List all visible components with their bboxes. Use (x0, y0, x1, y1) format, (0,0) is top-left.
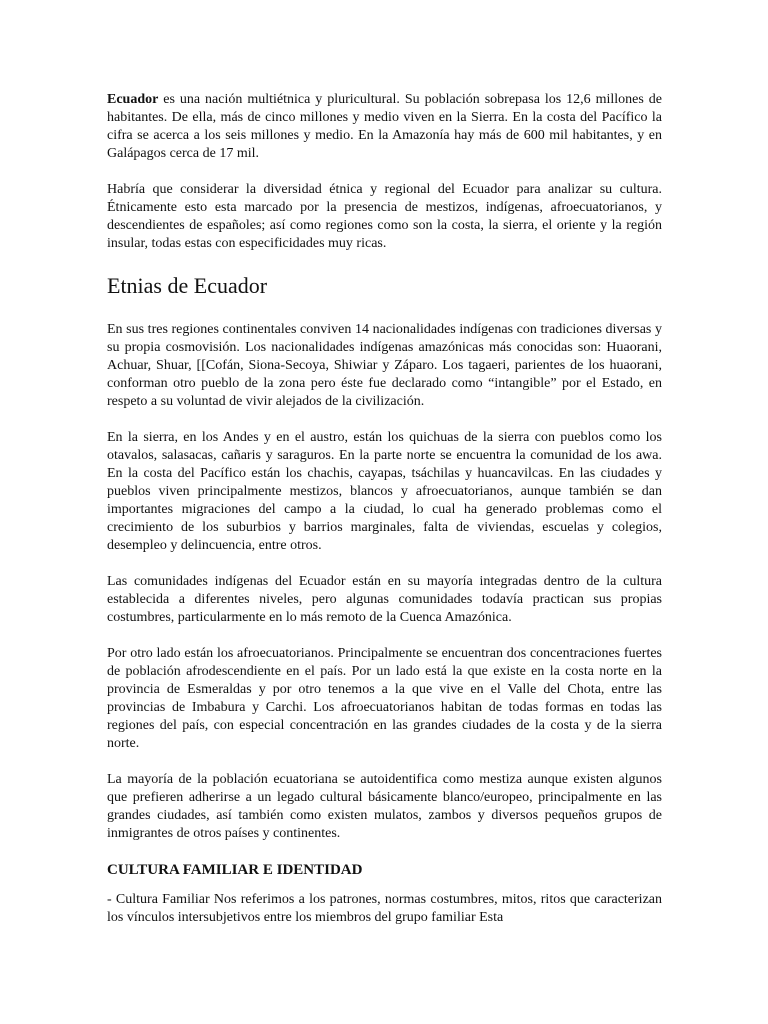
intro-paragraph-2: Habría que considerar la diversidad étnica y regional del Ecuador para analizar su cultura. Étnicamente esto esta marcado por la presencia de mestizos, indígenas, afroecuatorianos, y descendientes de españoles; así como regiones como son la costa, la sierra, el oriente y la región insular, todas estas con especificidades muy ricas. (107, 182, 662, 251)
section-heading-cultura-familiar: CULTURA FAMILIAR E IDENTIDAD (107, 862, 363, 878)
document-page (107, 91, 662, 927)
etnias-paragraph-3: Las comunidades indígenas del Ecuador están en su mayoría integradas dentro de la cultura establecida a diferentes niveles, pero algunas comunidades todavía practican sus propias costumbres, particularmente en lo más remoto de la Cuenca Amazónica. (107, 574, 662, 625)
intro-paragraph-1-text: es una nación multiétnica y pluricultural. Su población sobrepasa los 12,6 millones de habitantes. De ella, más de cinco millones y medio viven en la Sierra. En la costa del Pacífico la cifra se acerca a los seis millones y medio. En la Amazonía hay más de 600 mil habitantes, y en Galápagos cerca de 17 mil. (107, 92, 662, 161)
intro-lead-bold: Ecuador (107, 92, 159, 107)
cultura-familiar-paragraph: - Cultura Familiar Nos referimos a los patrones, normas costumbres, mitos, ritos que caracterizan los vínculos intersubjetivos entre los miembros del grupo familiar Esta (107, 892, 662, 925)
etnias-paragraph-5: La mayoría de la población ecuatoriana se autoidentifica como mestiza aunque existen algunos que prefieren adherirse a un legado cultural básicamente blanco/europeo, principalmente en las grandes ciudades, así también como existen mulatos, zambos y diversos pequeños grupos de inmigrantes de otros países y continentes. (107, 772, 662, 841)
etnias-paragraph-2: En la sierra, en los Andes y en el austro, están los quichuas de la sierra con pueblos como los otavalos, salasacas, cañaris y saraguros. En la parte norte se encuentra la comunidad de los awa. En la costa del Pacífico están los chachis, cayapas, tsáchilas y huancavilcas. En las ciudades y pueblos viven principalmente mestizos, blancos y afroecuatorianos, aunque también se dan importantes migraciones del campo a la ciudad, lo cual ha generado problemas como el crecimiento de los suburbios y barrios marginales, falta de viviendas, escuelas y colegios, desempleo y delincuencia, entre otros. (107, 430, 662, 553)
intro-paragraph-1 (107, 91, 662, 163)
etnias-paragraph-4: Por otro lado están los afroecuatorianos. Principalmente se encuentran dos concentraciones fuertes de población afrodescendiente en el país. Por un lado está la que existe en la costa norte en la provincia de Esmeraldas y por otro tenemos a la que vive en el Valle del Chota, entre las provincias de Imbabura y Carchi. Los afroecuatorianos habitan de todas formas en todas las regiones del país, con especial concentración en las grandes ciudades de la costa y de la sierra norte. (107, 646, 662, 751)
etnias-paragraph-1: En sus tres regiones continentales conviven 14 nacionalidades indígenas con tradiciones diversas y su propia cosmovisión. Los nacionalidades indígenas amazónicas más conocidas son: Huaorani, Achuar, Shuar, [[Cofán, Siona-Secoya, Shiwiar y Záparo. Los tagaeri, parientes de los huaorani, conforman otro pueblo de la zona pero éste fue declarado como “intangible” por el Estado, en respeto a su voluntad de vivir alejados de la civilización. (107, 322, 662, 409)
section-heading-etnias: Etnias de Ecuador (107, 273, 268, 298)
